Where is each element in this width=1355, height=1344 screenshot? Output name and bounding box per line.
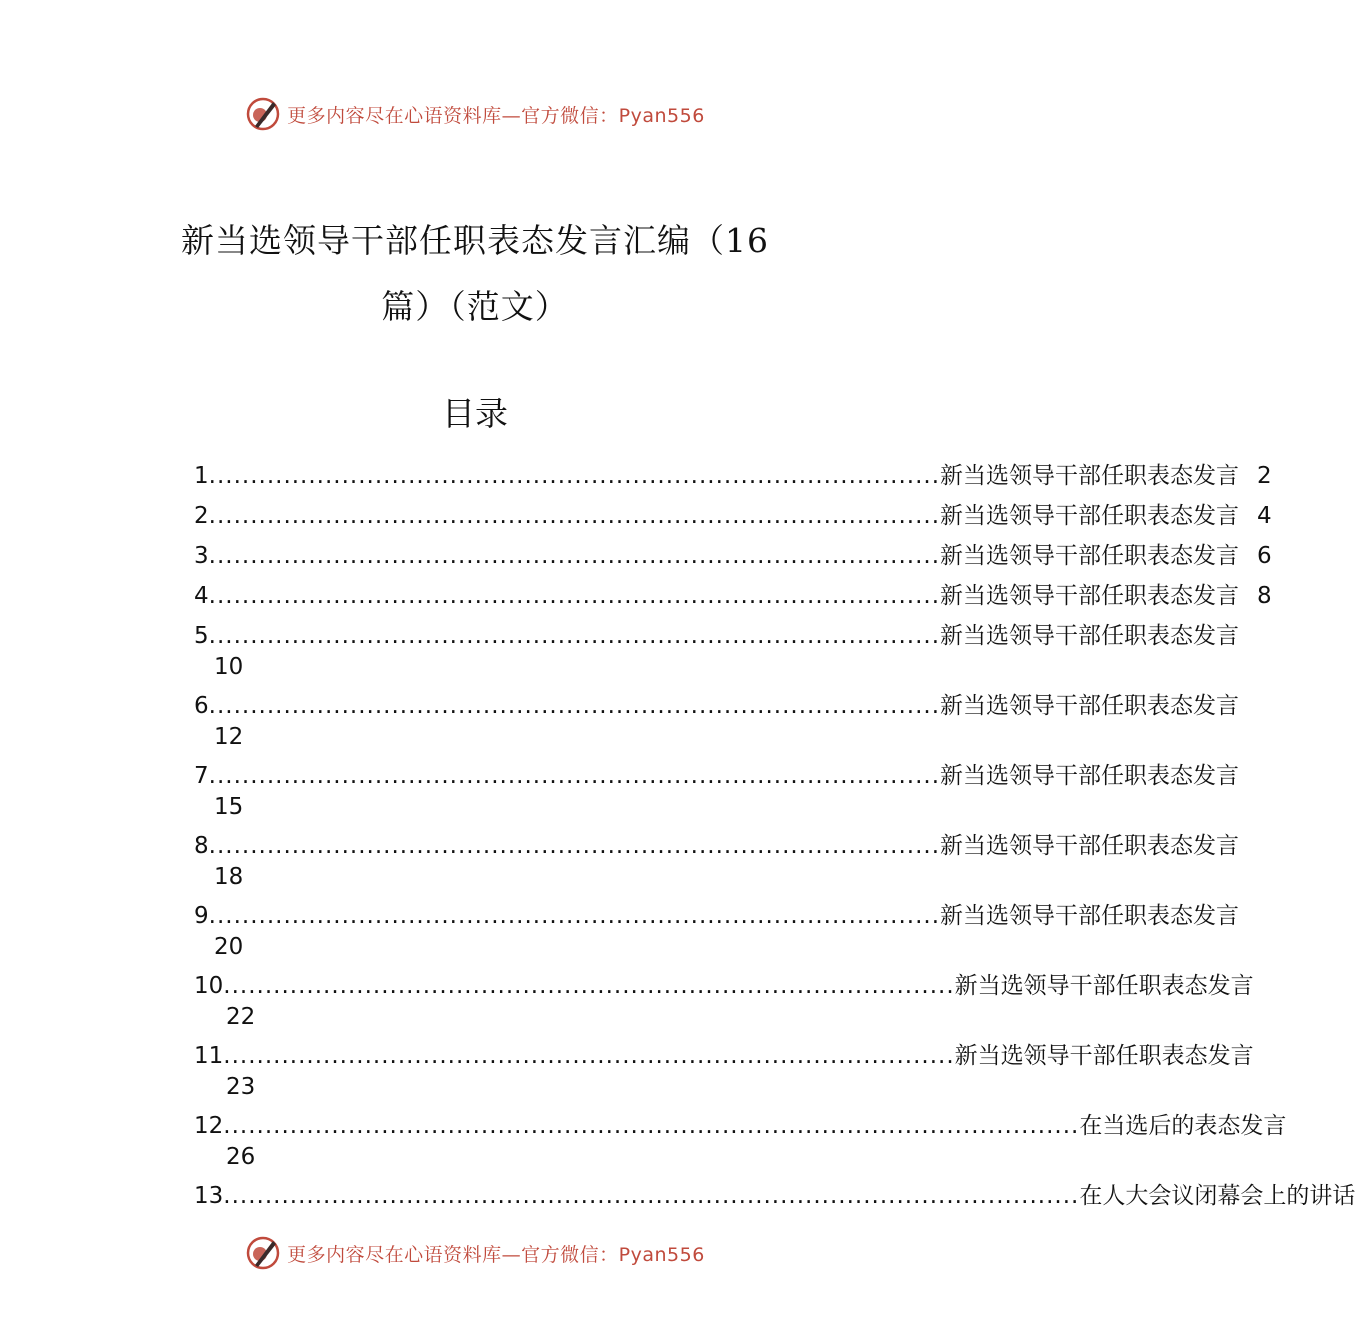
toc-leader-dots: ........................................................................................ xyxy=(208,463,941,489)
toc-entry-title: 新当选领导干部任职表态发言 xyxy=(940,693,1240,719)
table-of-contents xyxy=(194,456,1355,1216)
toc-entry-title: 新当选领导干部任职表态发言 xyxy=(954,973,1254,999)
toc-entry[interactable] xyxy=(194,1036,1254,1106)
toc-entry[interactable] xyxy=(194,1106,1287,1176)
toc-entry-title: 新当选领导干部任职表态发言 xyxy=(940,463,1240,489)
toc-entry-page: 26 xyxy=(226,1144,256,1170)
toc-leader-dots: ........................................................................................ xyxy=(208,903,941,929)
toc-entry-page: 12 xyxy=(214,724,244,750)
toc-entry-page: 15 xyxy=(214,794,244,820)
toc-entry[interactable] xyxy=(194,616,1240,686)
toc-entry-number: 8 xyxy=(194,833,209,859)
banner-slogan: 更多内容尽在心语资料库—官方微信： xyxy=(287,104,619,127)
toc-entry-title: 新当选领导干部任职表态发言 xyxy=(940,543,1240,569)
toc-entry-title: 新当选领导干部任职表态发言 xyxy=(940,503,1240,529)
toc-entry-number: 3 xyxy=(194,543,209,569)
toc-entry-page: 18 xyxy=(214,864,244,890)
toc-leader-dots: ........................................................................................ xyxy=(223,1043,955,1069)
footer-banner xyxy=(0,1233,950,1273)
toc-entry-page: 8 xyxy=(1257,583,1272,609)
toc-entry-page: 4 xyxy=(1257,503,1272,529)
toc-entry-title: 新当选领导干部任职表态发言 xyxy=(940,763,1240,789)
toc-entry-number: 9 xyxy=(194,903,209,929)
toc-entry-number: 1 xyxy=(194,463,209,489)
toc-entry[interactable] xyxy=(194,1176,1355,1216)
toc-entry[interactable] xyxy=(194,686,1240,756)
document-title xyxy=(100,208,850,340)
toc-leader-dots: ........................................................................................ xyxy=(208,623,941,649)
pen-logo-icon xyxy=(245,96,281,132)
toc-entry-page: 22 xyxy=(226,1004,256,1030)
toc-entry[interactable] xyxy=(194,456,1272,496)
document-title-line-1: 新当选领导干部任职表态发言汇编（16 xyxy=(181,221,769,260)
header-banner xyxy=(0,94,950,134)
toc-leader-dots: ........................................................................................ xyxy=(208,543,941,569)
toc-entry-page: 23 xyxy=(226,1074,256,1100)
toc-entry-title: 新当选领导干部任职表态发言 xyxy=(954,1043,1254,1069)
toc-entry-number: 11 xyxy=(194,1043,224,1069)
toc-entry[interactable] xyxy=(194,826,1240,896)
toc-entry-number: 12 xyxy=(194,1113,224,1139)
toc-entry-title: 新当选领导干部任职表态发言 xyxy=(940,903,1240,929)
toc-leader-dots: ........................................................................................ xyxy=(208,503,941,529)
toc-entry-number: 6 xyxy=(194,693,209,719)
toc-entry-number: 2 xyxy=(194,503,209,529)
toc-entry-number: 13 xyxy=(194,1183,224,1209)
toc-heading: 目录 xyxy=(442,394,508,433)
toc-leader-dots: ........................................................................................ xyxy=(208,763,941,789)
toc-entry-number: 5 xyxy=(194,623,209,649)
toc-entry-title: 新当选领导干部任职表态发言 xyxy=(940,833,1240,859)
toc-entry-page: 2 xyxy=(1257,463,1272,489)
toc-entry[interactable] xyxy=(194,966,1254,1036)
toc-leader-dots: ....................................................................................................... xyxy=(223,1183,1080,1209)
toc-leader-dots: ........................................................................................ xyxy=(208,693,941,719)
toc-leader-dots: ....................................................................................................... xyxy=(223,1113,1080,1139)
toc-leader-dots: ........................................................................................ xyxy=(208,583,941,609)
toc-entry[interactable] xyxy=(194,576,1272,616)
toc-entry-title: 在当选后的表态发言 xyxy=(1079,1113,1287,1139)
banner-wechat-id: Pyan556 xyxy=(618,1243,705,1266)
banner-wechat-id: Pyan556 xyxy=(618,104,705,127)
banner-text xyxy=(287,101,705,128)
toc-entry-page: 20 xyxy=(214,934,244,960)
toc-entry-page: 10 xyxy=(214,654,244,680)
toc-entry-number: 4 xyxy=(194,583,209,609)
toc-entry[interactable] xyxy=(194,756,1240,826)
toc-entry[interactable] xyxy=(194,896,1240,966)
toc-entry-page: 6 xyxy=(1257,543,1272,569)
toc-entry[interactable] xyxy=(194,536,1272,576)
toc-entry-title: 在人大会议闭幕会上的讲话 xyxy=(1079,1183,1355,1209)
document-title-line-2: 篇）（范文） xyxy=(381,287,569,326)
toc-entry-number: 10 xyxy=(194,973,224,999)
toc-entry-number: 7 xyxy=(194,763,209,789)
banner-text xyxy=(287,1240,705,1267)
toc-entry[interactable] xyxy=(194,496,1272,536)
toc-entry-title: 新当选领导干部任职表态发言 xyxy=(940,623,1240,649)
toc-leader-dots: ........................................................................................ xyxy=(223,973,955,999)
toc-leader-dots: ........................................................................................ xyxy=(208,833,941,859)
banner-slogan: 更多内容尽在心语资料库—官方微信： xyxy=(287,1243,619,1266)
pen-logo-icon xyxy=(245,1235,281,1271)
toc-entry-title: 新当选领导干部任职表态发言 xyxy=(940,583,1240,609)
